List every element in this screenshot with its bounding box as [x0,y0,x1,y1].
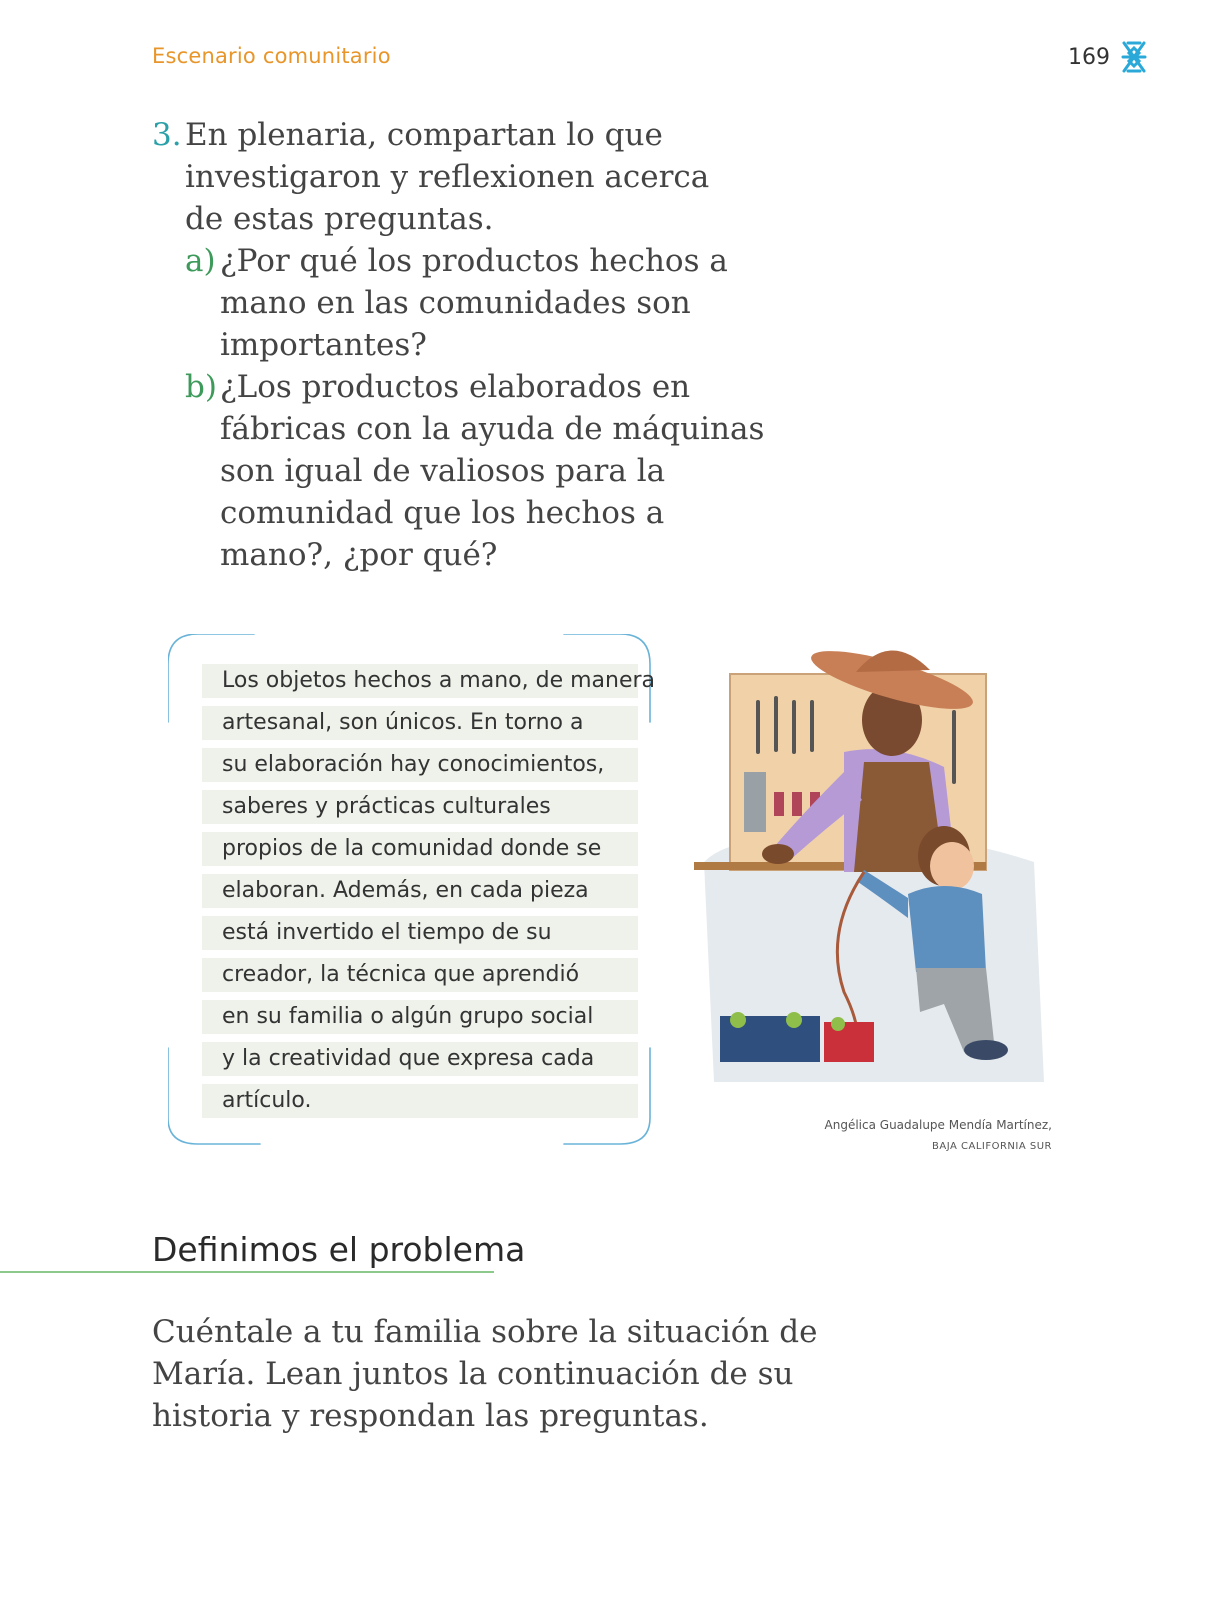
question-line: mano en las comunidades son [220,285,691,321]
question-line: ¿Los productos elaborados en [220,369,691,405]
caption-place: BAJA CALIFORNIA SUR [932,1141,1052,1152]
question-line: mano?, ¿por qué? [220,537,498,573]
caption-author: Angélica Guadalupe Mendía Martínez, [824,1118,1052,1132]
question-letter: a) [185,243,216,279]
paragraph-line: Cuéntale a tu familia sobre la situación de [152,1314,818,1350]
info-line: en su familia o algún grupo social [202,1000,638,1034]
info-line: saberes y prácticas culturales [202,790,638,824]
section-divider [0,1271,494,1273]
question-line: son igual de valiosos para la [220,453,666,489]
page-header-right [1068,40,1148,74]
question-a [185,240,792,366]
info-text [202,664,656,1126]
info-line: creador, la técnica que aprendió [202,958,638,992]
activity-3 [152,114,792,576]
info-line: elaboran. Además, en cada pieza [202,874,638,908]
question-line: ¿Por qué los productos hechos a [220,243,728,279]
question-b [185,366,792,576]
intro-line: de estas preguntas. [185,201,494,237]
intro-line: En plenaria, compartan lo que [185,117,663,153]
question-letter: b) [185,369,217,405]
info-line: y la creatividad que expresa cada [202,1042,638,1076]
section-title: Definimos el problema [152,1230,526,1269]
activity-number: 3. [152,117,182,153]
paragraph-line: historia y respondan las preguntas. [152,1398,709,1434]
intro-line: investigaron y reflexionen acerca [185,159,710,195]
info-line: está invertido el tiempo de su [202,916,638,950]
artisan-illustration [694,632,1052,1084]
body-paragraph [152,1311,832,1437]
info-line: artesanal, son únicos. En torno a [202,706,638,740]
info-line: artículo. [202,1084,638,1118]
activity-intro [152,114,792,240]
info-line: propios de la comunidad donde se [202,832,638,866]
question-line: comunidad que los hechos a [220,495,665,531]
question-line: importantes? [220,327,427,363]
section-label: Escenario comunitario [152,44,391,68]
info-line: su elaboración hay conocimientos, [202,748,638,782]
page-number: 169 [1068,44,1110,70]
paragraph-line: María. Lean juntos la continuación de su [152,1356,794,1392]
info-line: Los objetos hechos a mano, de manera [202,664,638,698]
info-box [168,634,668,1154]
illustration-caption [825,1114,1052,1158]
knot-emblem-icon [1120,40,1148,74]
question-line: fábricas con la ayuda de máquinas [220,411,765,447]
